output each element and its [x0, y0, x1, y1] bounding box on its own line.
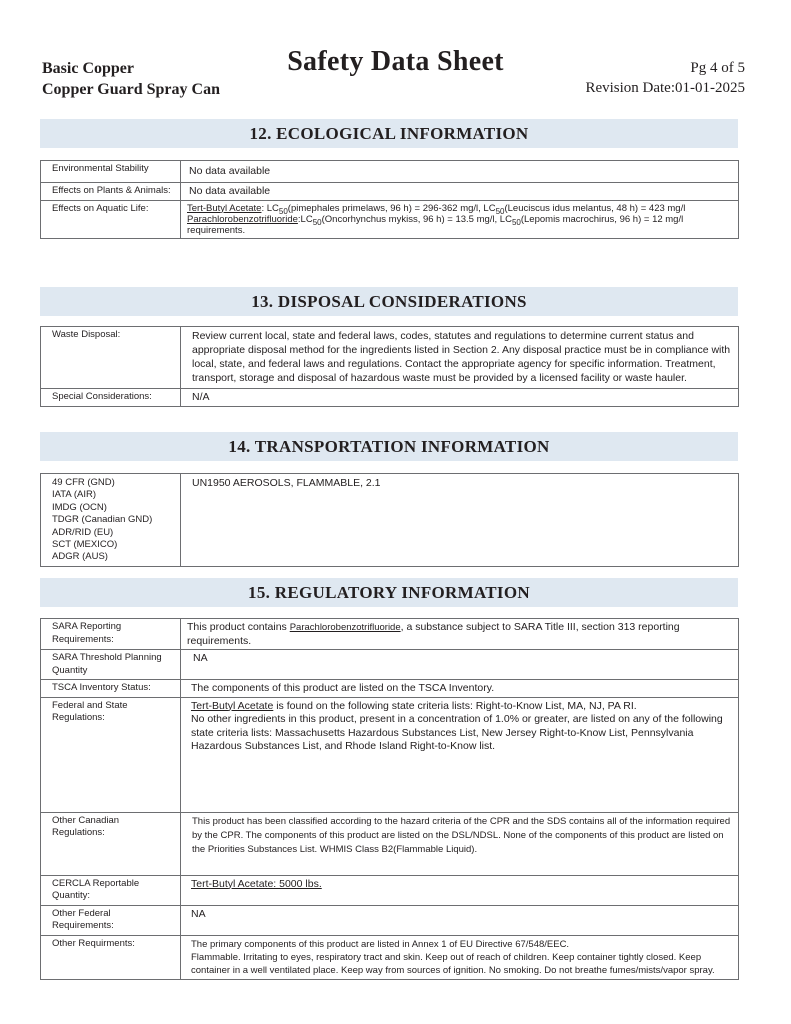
row-value: No data available [181, 183, 739, 201]
aquatic-life-value [181, 200, 739, 238]
row-value [181, 697, 739, 812]
text: (Lepomis macrochirus, 96 h) = 12 mg/l [520, 213, 684, 225]
text: requirements. [187, 224, 246, 236]
table-row [41, 697, 739, 812]
chemical-link: Tert-Butyl Acetate [187, 202, 262, 214]
subscript: 50 [278, 206, 288, 216]
section-12-header: 12. ECOLOGICAL INFORMATION [40, 119, 738, 148]
row-label: Other Federal Requirements: [41, 905, 181, 935]
row-value [181, 935, 739, 979]
transport-table [40, 473, 739, 567]
table-row [41, 619, 739, 650]
page-title: Safety Data Sheet [287, 46, 504, 77]
regulation-label: IMDG (OCN) [52, 501, 107, 513]
section-14-header: 14. TRANSPORTATION INFORMATION [40, 432, 738, 461]
page-info [585, 58, 745, 98]
regulation-label: ADGR (AUS) [52, 551, 108, 563]
section-13-header: 13. DISPOSAL CONSIDERATIONS [40, 287, 738, 316]
row-label: Federal and State Regulations: [41, 697, 181, 812]
ecological-table [40, 160, 739, 239]
regulation-label: ADR/RID (EU) [52, 526, 114, 538]
row-label: Effects on Aquatic Life: [41, 200, 181, 238]
shipping-description: UN1950 AEROSOLS, FLAMMABLE, 2.1 [181, 474, 739, 567]
row-label: Other Canadian Regulations: [41, 812, 181, 875]
section-15-header: 15. REGULATORY INFORMATION [40, 578, 738, 607]
text: , a substance subject to SARA Title III, section 313 reporting requirements. [187, 621, 680, 647]
row-label: TSCA Inventory Status: [41, 680, 181, 698]
chemical-link: Tert-Butyl Acetate: 5000 lbs. [191, 877, 322, 890]
text: (Leuciscus idus melantus, 48 h) = 423 mg/l [504, 202, 686, 214]
table-row [41, 935, 739, 979]
table-row [41, 650, 739, 680]
subscript: 50 [511, 217, 521, 227]
row-value: NA [181, 650, 739, 680]
regulation-label: 49 CFR (GND) [52, 477, 115, 488]
row-label: Environmental Stability [41, 161, 181, 183]
row-value: NA [181, 905, 739, 935]
subscript: 50 [312, 217, 322, 227]
regulatory-table [40, 618, 739, 980]
table-row [41, 327, 739, 389]
row-value: N/A [181, 389, 739, 407]
text: (pimephales primelaws, 96 h) = 296-362 mg/l, LC [287, 202, 496, 214]
table-row [41, 474, 739, 567]
transport-regulations [41, 474, 181, 567]
row-label: Special Considerations: [41, 389, 181, 407]
table-row [41, 389, 739, 407]
text: No other ingredients in this product, present in a concentration of 1.0% or greater, are listed on any of the following state criteria lists: Massachusetts Hazardous Substances List, New Jersey Right-to-Know List, Pennsylvania Hazardous Substances List, and Rhode Island Right-to-Know list. [191, 713, 723, 752]
row-value [181, 619, 739, 650]
row-label: SARA Reporting Requirements: [41, 619, 181, 650]
subscript: 50 [495, 206, 505, 216]
text: :LC [297, 213, 313, 225]
row-label: Other Requirments: [41, 935, 181, 979]
page-number: Pg 4 of 5 [690, 60, 745, 76]
regulation-label: SCT (MEXICO) [52, 539, 118, 551]
regulation-label: IATA (AIR) [52, 489, 96, 501]
text: Flammable. Irritating to eyes, respiratory tract and skin. Keep out of reach of children. Keep container tightly closed. Keep container in a well ventilated place. Keep way from sources of ignition. No smoking. Do not breathe fumes/mists/vapor spray. [191, 951, 715, 976]
table-row [41, 875, 739, 905]
text: : LC [261, 202, 279, 214]
row-value: The components of this product are listed on the TSCA Inventory. [181, 680, 739, 698]
text: The primary components of this product are listed in Annex 1 of EU Directive 67/548/EEC. [191, 938, 570, 950]
row-label: CERCLA Reportable Quantity: [41, 875, 181, 905]
product-name: Copper Guard Spray Can [42, 81, 220, 98]
row-value: This product has been classified according to the hazard criteria of the CPR and the SDS contains all of the information required by the CPR. The components of this product are listed on the DSL/NDSL. None of the components of this product are listed on the Priorities Substances List. WHMIS Class B2(Flammable Liquid). [181, 812, 739, 875]
chemical-link: Parachlorobenzotrifluoride [187, 213, 298, 225]
table-row [41, 812, 739, 875]
text: is found on the following state criteria lists: Right-to-Know List, MA, NJ, PA RI. [273, 699, 637, 712]
row-label: Effects on Plants & Animals: [41, 183, 181, 201]
text: (Oncorhynchus mykiss, 96 h) = 13.5 mg/l, LC [321, 213, 512, 225]
table-row [41, 680, 739, 698]
row-label: Waste Disposal: [41, 327, 181, 389]
revision-date: Revision Date:01-01-2025 [585, 80, 745, 96]
table-row [41, 183, 739, 201]
row-label: SARA Threshold Planning Quantity [41, 650, 181, 680]
table-row [41, 161, 739, 183]
row-value: Review current local, state and federal laws, codes, statutes and regulations to determine current status and appropriate disposal method for the ingredients listed in Section 2. Any disposal practice must be in compliance with local, state, and federal laws and regulations. Contact the appropriate agency for specific information. Treatment, transport, storage and disposal of hazardous waste must be provided by a licensed facility or waste hauler. [181, 327, 739, 389]
disposal-table [40, 326, 739, 407]
regulation-label: TDGR (Canadian GND) [52, 514, 153, 526]
table-row [41, 200, 739, 238]
company-name: Basic Copper [42, 60, 134, 77]
chemical-link: Tert-Butyl Acetate [191, 699, 274, 712]
table-row [41, 905, 739, 935]
row-value [181, 875, 739, 905]
row-value: No data available [181, 161, 739, 183]
text: This product contains [187, 621, 290, 633]
chemical-link: Parachlorobenzotrifluoride [289, 622, 401, 633]
